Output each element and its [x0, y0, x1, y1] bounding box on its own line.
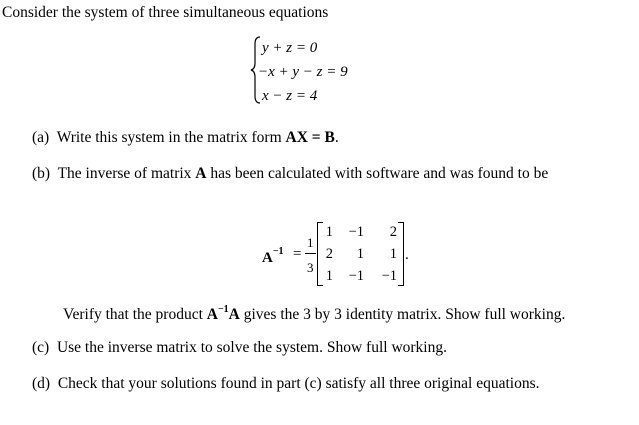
matrix-cell-r3c3: −1	[381, 268, 397, 284]
part-b-text: The inverse of matrix	[57, 165, 192, 182]
part-d	[32, 375, 540, 393]
part-c	[32, 339, 447, 357]
equation-3: x − z = 4	[262, 88, 318, 104]
part-a-text: Write this system in the matrix form	[56, 129, 282, 146]
verify-text: Verify that the product	[63, 306, 203, 324]
part-a-end: .	[334, 129, 339, 146]
matrix-cell-r2c2: 1	[356, 246, 364, 262]
verify-a-inverse	[207, 306, 240, 323]
inverse-equals: =	[293, 246, 302, 262]
verify-a: A	[228, 306, 240, 324]
part-d-label: (d)	[32, 375, 51, 392]
part-a-label: (a)	[32, 129, 50, 146]
verify-a-inverse-exp: −1	[217, 304, 229, 315]
verify-text-after: gives the 3 by 3 identity matrix. Show full working.	[243, 306, 566, 324]
fraction-numerator: 1	[307, 235, 314, 250]
inverse-lhs-base: A	[262, 250, 273, 266]
equation-2: −x + y − z = 9	[258, 64, 348, 80]
part-b-label: (b)	[32, 165, 51, 182]
part-a	[32, 129, 339, 147]
inverse-lhs	[262, 246, 284, 266]
part-c-label: (c)	[32, 339, 50, 356]
matrix-cell-r1c3: 2	[389, 224, 397, 240]
matrix-cell-r3c1: 1	[325, 268, 333, 284]
part-d-text: Check that your solutions found in part (c) satisfy all three original equations.	[57, 375, 540, 392]
part-c-text: Use the inverse matrix to solve the system. Show full working.	[56, 339, 447, 356]
verify-line	[63, 302, 565, 324]
part-b-matrix-name: A	[195, 165, 207, 182]
part-b	[32, 165, 548, 183]
fraction-denominator: 3	[307, 260, 314, 275]
matrix-cell-r2c3: 1	[389, 246, 397, 262]
verify-a-inverse-base: A	[206, 306, 218, 324]
intro-text: Consider the system of three simultaneous equations	[2, 4, 329, 21]
matrix-cell-r1c2: −1	[348, 224, 364, 240]
matrix-cell-r1c1: 1	[325, 224, 333, 240]
inverse-lhs-exp: −1	[272, 246, 284, 257]
inverse-end-period: .	[405, 247, 409, 263]
matrix-right-bracket	[398, 222, 404, 286]
equation-1: y + z = 0	[262, 40, 318, 56]
matrix-cell-r3c2: −1	[348, 268, 364, 284]
matrix-cell-r2c1: 2	[325, 246, 333, 262]
part-a-matrix-form: AX = B	[285, 129, 335, 146]
part-b-text-after: has been calculated with software and was found to be	[210, 165, 549, 182]
